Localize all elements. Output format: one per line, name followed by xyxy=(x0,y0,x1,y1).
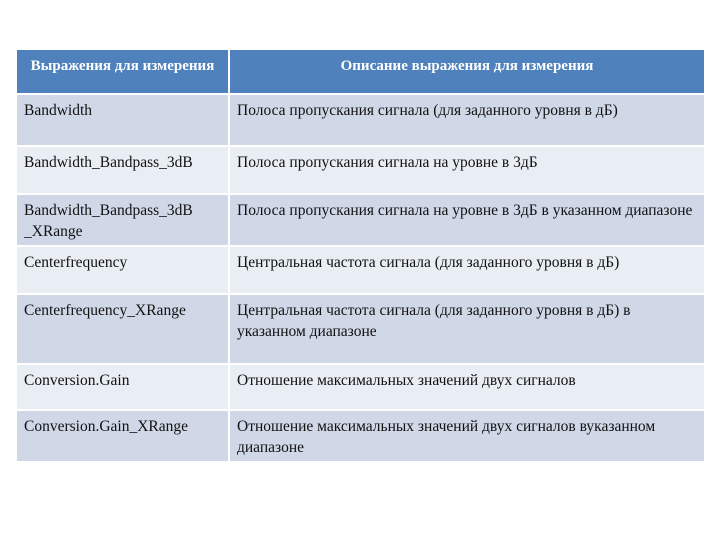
expression-cell: Centerfrequency_XRange xyxy=(17,294,229,364)
table-row xyxy=(17,294,704,364)
table-row xyxy=(17,146,704,194)
expression-cell: Conversion.Gain xyxy=(17,364,229,410)
description-cell: Отношение максимальных значений двух сигналов xyxy=(229,364,704,410)
table-row xyxy=(17,94,704,146)
measurement-expressions-table xyxy=(17,50,704,461)
expression-cell: Centerfrequency xyxy=(17,246,229,294)
table-row xyxy=(17,194,704,246)
expression-cell: Bandwidth_Bandpass_3dB xyxy=(17,146,229,194)
expression-cell: Bandwidth xyxy=(17,94,229,146)
measurement-expressions-table-container xyxy=(17,50,704,461)
table-row xyxy=(17,246,704,294)
expression-cell: Bandwidth_Bandpass_3dB _XRange xyxy=(17,194,229,246)
description-cell: Полоса пропускания сигнала на уровне в 3дБ xyxy=(229,146,704,194)
description-cell: Центральная частота сигнала (для заданного уровня в дБ) xyxy=(229,246,704,294)
description-cell: Центральная частота сигнала (для заданного уровня в дБ) в указанном диапазоне xyxy=(229,294,704,364)
table-header-row xyxy=(17,50,704,94)
header-expressions: Выражения для измерения xyxy=(17,50,229,94)
table-row xyxy=(17,410,704,461)
expression-cell: Conversion.Gain_XRange xyxy=(17,410,229,461)
header-description: Описание выражения для измерения xyxy=(229,50,704,94)
description-cell: Полоса пропускания сигнала (для заданного уровня в дБ) xyxy=(229,94,704,146)
description-cell: Полоса пропускания сигнала на уровне в 3дБ в указанном диапазоне xyxy=(229,194,704,246)
description-cell: Отношение максимальных значений двух сигналов вуказанном диапазоне xyxy=(229,410,704,461)
table-row xyxy=(17,364,704,410)
